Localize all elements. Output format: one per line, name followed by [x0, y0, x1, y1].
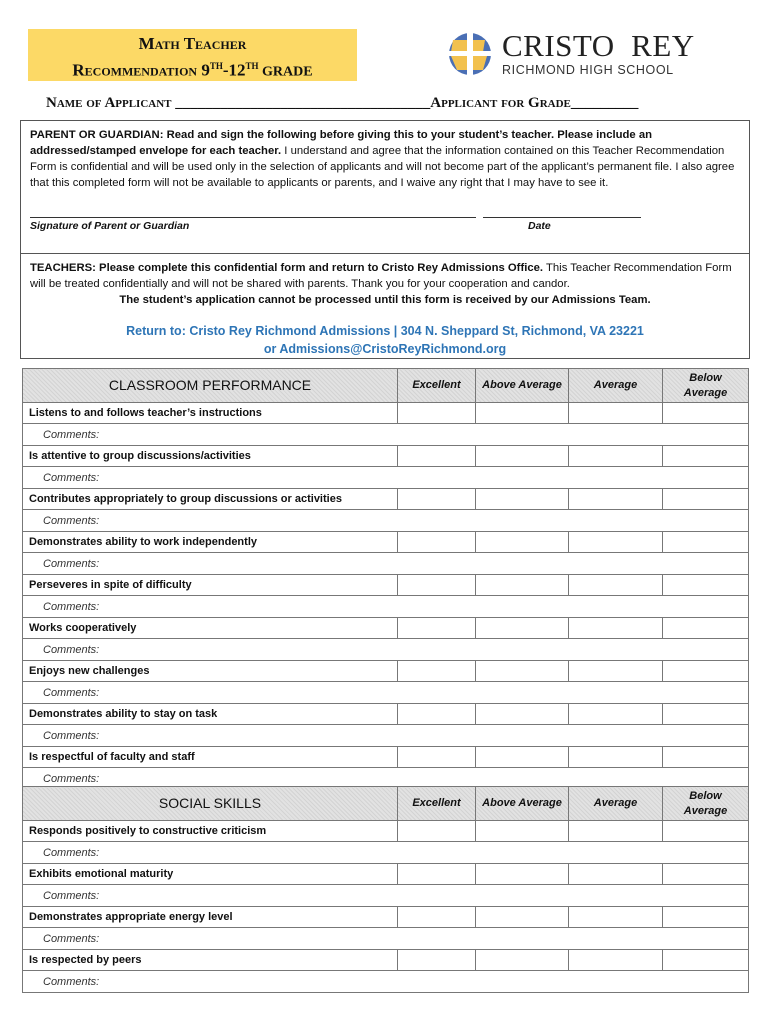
rating-cell[interactable]: [569, 907, 663, 928]
rating-cell[interactable]: [476, 618, 569, 639]
section-header-row: [23, 787, 749, 821]
criterion-label: Responds positively to constructive criticism: [23, 821, 398, 842]
comments-field[interactable]: Comments:: [23, 553, 749, 575]
criterion-label: Exhibits emotional maturity: [23, 864, 398, 885]
comments-row[interactable]: [23, 842, 749, 864]
rating-cell[interactable]: [663, 489, 749, 510]
comments-row[interactable]: [23, 928, 749, 950]
section-title: SOCIAL SKILLS: [23, 787, 398, 821]
signature-label: Signature of Parent or Guardian: [30, 220, 190, 232]
teacher-instructions: TEACHERS: Please complete this confidential form and return to Cristo Rey Admissions Office.: [30, 262, 544, 274]
section-title: CLASSROOM PERFORMANCE: [23, 369, 398, 403]
comments-row[interactable]: [23, 467, 749, 489]
comments-field[interactable]: Comments:: [23, 725, 749, 747]
rating-column-header: Excellent: [398, 369, 476, 403]
table-row: [23, 532, 749, 553]
parent-agreement: I understand and agree that the information contained on this Teacher Recommendation Form is confidential and will be used only in the selection of applicants and will not become part of the applicant’s permanent file. I also agree that this completed form will not be available to applicants or parents, and I waive any right that I may have to see it.: [30, 145, 735, 189]
criterion-label: Is respectful of faculty and staff: [23, 747, 398, 768]
criterion-label: Contributes appropriately to group discussions or activities: [23, 489, 398, 510]
rating-cell[interactable]: [398, 618, 476, 639]
date-line[interactable]: [483, 217, 641, 218]
rating-cell[interactable]: [398, 864, 476, 885]
comments-field[interactable]: Comments:: [23, 971, 749, 993]
table-row: [23, 950, 749, 971]
rating-cell[interactable]: [663, 864, 749, 885]
rating-cell[interactable]: [569, 747, 663, 768]
comments-field[interactable]: Comments:: [23, 682, 749, 704]
rating-cell[interactable]: [398, 950, 476, 971]
title-sup: TH: [245, 61, 259, 71]
criterion-label: Is respected by peers: [23, 950, 398, 971]
criterion-label: Is attentive to group discussions/activities: [23, 446, 398, 467]
comments-row[interactable]: [23, 682, 749, 704]
rating-column-header: Excellent: [398, 787, 476, 821]
comments-row[interactable]: [23, 553, 749, 575]
title-part: -12: [222, 60, 246, 80]
name-field[interactable]: __________________________________: [175, 95, 431, 111]
rating-cell[interactable]: [398, 403, 476, 424]
rating-cell[interactable]: [476, 747, 569, 768]
comments-row[interactable]: [23, 725, 749, 747]
comments-row[interactable]: [23, 596, 749, 618]
rating-cell[interactable]: [398, 661, 476, 682]
return-address: Return to: Cristo Rey Richmond Admissions | 304 N. Sheppard St, Richmond, VA 23221: [126, 324, 644, 338]
rating-cell[interactable]: [663, 821, 749, 842]
table-row: [23, 489, 749, 510]
rating-cell[interactable]: [569, 618, 663, 639]
comments-field[interactable]: Comments:: [23, 467, 749, 489]
table-row: [23, 704, 749, 725]
rating-column-header: Average: [569, 787, 663, 821]
comments-field[interactable]: Comments:: [23, 596, 749, 618]
social-skills-table: [22, 786, 749, 993]
logo-name: CRISTO REY: [502, 28, 695, 63]
rating-cell[interactable]: [398, 489, 476, 510]
rating-cell[interactable]: [663, 403, 749, 424]
section-header-row: [23, 369, 749, 403]
rating-cell[interactable]: [569, 821, 663, 842]
classroom-performance-table: [22, 368, 749, 790]
rating-cell[interactable]: [569, 489, 663, 510]
criterion-label: Listens to and follows teacher’s instructions: [23, 403, 398, 424]
applicant-line: [46, 95, 638, 112]
parent-guardian-box: [20, 120, 750, 254]
rating-cell[interactable]: [476, 532, 569, 553]
comments-field[interactable]: Comments:: [23, 639, 749, 661]
comments-field[interactable]: Comments:: [23, 510, 749, 532]
title-line-2: [28, 55, 357, 84]
comments-field[interactable]: Comments:: [23, 424, 749, 446]
rating-cell[interactable]: [476, 704, 569, 725]
rating-cell[interactable]: [569, 446, 663, 467]
comments-row[interactable]: [23, 424, 749, 446]
rating-cell[interactable]: [476, 403, 569, 424]
table-row: [23, 864, 749, 885]
comments-field[interactable]: Comments:: [23, 885, 749, 907]
rating-cell[interactable]: [476, 907, 569, 928]
comments-field[interactable]: Comments:: [23, 842, 749, 864]
table-row: [23, 821, 749, 842]
rating-cell[interactable]: [663, 747, 749, 768]
criterion-label: Demonstrates appropriate energy level: [23, 907, 398, 928]
cross-shield-icon: [447, 30, 493, 78]
rating-cell[interactable]: [663, 907, 749, 928]
criterion-label: Demonstrates ability to work independently: [23, 532, 398, 553]
rating-cell[interactable]: [476, 821, 569, 842]
rating-cell[interactable]: [569, 661, 663, 682]
grade-label: Applicant for Grade: [430, 95, 571, 111]
criterion-label: Perseveres in spite of difficulty: [23, 575, 398, 596]
rating-cell[interactable]: [476, 446, 569, 467]
rating-cell[interactable]: [398, 747, 476, 768]
comments-field[interactable]: Comments:: [23, 928, 749, 950]
comments-row[interactable]: [23, 885, 749, 907]
rating-column-header: Below Average: [663, 369, 749, 403]
comments-row[interactable]: [23, 639, 749, 661]
rating-cell[interactable]: [398, 446, 476, 467]
rating-cell[interactable]: [569, 575, 663, 596]
rating-cell[interactable]: [663, 661, 749, 682]
form-title: [28, 29, 357, 81]
processing-note: The student’s application cannot be processed until this form is received by our Admissions Team.: [119, 294, 651, 306]
date-label: Date: [528, 220, 551, 232]
table-row: [23, 575, 749, 596]
title-line-1: Math Teacher: [138, 34, 247, 53]
rating-column-header: Above Average: [476, 787, 569, 821]
rating-cell[interactable]: [476, 489, 569, 510]
parent-instructions: PARENT OR GUARDIAN: Read and sign the following before giving this to your student’s teacher. Please include an addressed/stamped envelope for each teacher.: [30, 129, 653, 157]
rating-cell[interactable]: [569, 950, 663, 971]
rating-cell[interactable]: [476, 575, 569, 596]
table-row: [23, 446, 749, 467]
title-part: GRADE: [258, 64, 313, 80]
rating-cell[interactable]: [663, 950, 749, 971]
title-sup: TH: [209, 61, 223, 71]
school-logo: [447, 28, 695, 80]
rating-cell[interactable]: [663, 618, 749, 639]
return-email[interactable]: or Admissions@CristoReyRichmond.org: [263, 342, 507, 356]
rating-cell[interactable]: [398, 575, 476, 596]
name-label: Name of Applicant: [46, 95, 172, 111]
rating-cell[interactable]: [569, 403, 663, 424]
criterion-label: Enjoys new challenges: [23, 661, 398, 682]
rating-column-header: Average: [569, 369, 663, 403]
rating-cell[interactable]: [663, 446, 749, 467]
criterion-label: Demonstrates ability to stay on task: [23, 704, 398, 725]
rating-cell[interactable]: [476, 864, 569, 885]
table-row: [23, 661, 749, 682]
rating-cell[interactable]: [663, 704, 749, 725]
comments-row[interactable]: [23, 971, 749, 993]
rating-cell[interactable]: [569, 704, 663, 725]
rating-cell[interactable]: [569, 532, 663, 553]
rating-cell[interactable]: [663, 532, 749, 553]
rating-column-header: Below Average: [663, 787, 749, 821]
logo-subtitle: RICHMOND HIGH SCHOOL: [502, 63, 674, 77]
signature-line[interactable]: [30, 217, 476, 218]
rating-cell[interactable]: [398, 907, 476, 928]
rating-column-header: Above Average: [476, 369, 569, 403]
rating-cell[interactable]: [476, 661, 569, 682]
comments-field[interactable]: Comments:: [23, 768, 749, 790]
teacher-box: [20, 253, 750, 359]
criterion-label: Works cooperatively: [23, 618, 398, 639]
table-row: [23, 907, 749, 928]
rating-cell[interactable]: [663, 575, 749, 596]
title-part: Recommendation 9: [72, 60, 210, 80]
table-row: [23, 618, 749, 639]
rating-cell[interactable]: [398, 821, 476, 842]
table-row: [23, 403, 749, 424]
rating-cell[interactable]: [569, 864, 663, 885]
rating-cell[interactable]: [398, 532, 476, 553]
table-row: [23, 747, 749, 768]
comments-row[interactable]: [23, 510, 749, 532]
rating-cell[interactable]: [476, 950, 569, 971]
grade-field[interactable]: _________: [570, 95, 639, 111]
rating-cell[interactable]: [398, 704, 476, 725]
teacher-text: This Teacher Recommendation Form will be treated confidentially and will not be shared with parents. Thank you for your cooperation and candor.: [30, 262, 732, 290]
